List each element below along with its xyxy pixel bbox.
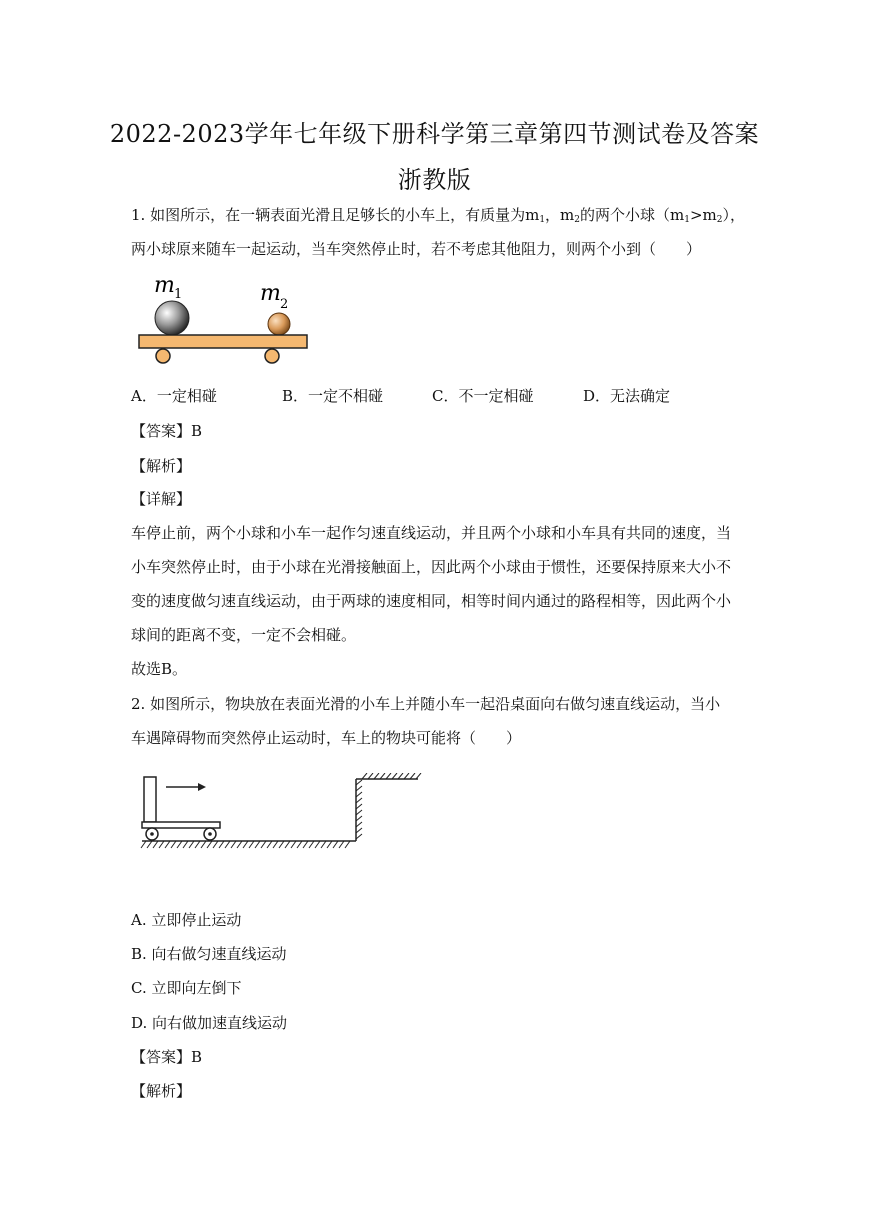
floor-hatch-mark	[315, 841, 320, 848]
q1-stem-d: >m	[689, 206, 717, 224]
floor-hatch-mark	[165, 841, 170, 848]
q2-option-b: B. 向右做匀速直线运动	[131, 945, 287, 963]
q2-analysis: 【解析】	[131, 1082, 192, 1100]
wall-hatch-mark	[356, 816, 362, 821]
floor-hatch-mark	[339, 841, 344, 848]
floor-hatch-mark	[201, 841, 206, 848]
title-line-2: 浙教版	[397, 166, 472, 194]
q1-option-a: A．一定相碰	[131, 387, 217, 405]
floor-hatch-mark	[321, 841, 326, 848]
floor-hatch-mark	[333, 841, 338, 848]
floor-hatch-mark	[285, 841, 290, 848]
velocity-arrow-head	[198, 783, 206, 791]
top-hatch-mark	[404, 773, 409, 779]
top-hatch-mark	[410, 773, 415, 779]
wall-hatch-mark	[356, 804, 362, 809]
wall-hatch-mark	[356, 786, 362, 791]
cart-body	[142, 822, 220, 828]
floor-hatch-mark	[141, 841, 146, 848]
q2-option-d: D. 向右做加速直线运动	[131, 1014, 288, 1032]
q1-sub-3: 1	[684, 215, 690, 225]
floor-hatch-mark	[147, 841, 152, 848]
floor-hatch-mark	[225, 841, 230, 848]
q1-detail-line-3: 变的速度做匀速直线运动，由于两球的速度相同，相等时间内通过的路程相等，因此两个小	[131, 592, 732, 610]
ball-m2	[268, 313, 290, 335]
floor-hatch-mark	[243, 841, 248, 848]
wall-hatch-mark	[356, 822, 362, 827]
q1-figure-m2-label: m	[260, 281, 281, 306]
q1-option-c: C．不一定相碰	[432, 387, 534, 405]
wall-hatch-mark	[356, 780, 362, 785]
wall-hatch-mark	[356, 792, 362, 797]
ball-m1	[155, 301, 189, 335]
floor-hatch-mark	[177, 841, 182, 848]
floor-hatch-mark	[249, 841, 254, 848]
q1-detail-line-1: 车停止前，两个小球和小车一起作匀速直线运动，并且两个小球和小车具有共同的速度，当	[131, 524, 732, 542]
floor-hatch-mark	[183, 841, 188, 848]
q1-detail-line-2: 小车突然停止时，由于小球在光滑接触面上，因此两个小球由于惯性，还要保持原来大小不	[131, 558, 732, 576]
floor-hatch-mark	[189, 841, 194, 848]
q1-conclusion: 故选B。	[131, 660, 188, 678]
floor-hatch-mark	[195, 841, 200, 848]
q1-sub-1: 1	[539, 215, 546, 225]
wall-hatch-mark	[356, 810, 362, 815]
q1-answer: 【答案】B	[131, 422, 203, 440]
cart-wheel-left	[156, 349, 170, 363]
floor-hatch-mark	[231, 841, 236, 848]
floor-hatch-mark	[153, 841, 158, 848]
q1-sub-2: 2	[574, 215, 581, 225]
floor-hatch-mark	[279, 841, 284, 848]
floor-hatch-mark	[219, 841, 224, 848]
q2-figure-cart-obstacle	[136, 773, 426, 858]
q1-stem-line-2: 两小球原来随车一起运动，当车突然停止时，若不考虑其他阻力，则两个小到（ ）	[131, 240, 702, 258]
q1-option-d: D．无法确定	[583, 387, 671, 405]
q2-stem-line-2: 车遇障碍物而突然停止运动时，车上的物块可能将（ ）	[131, 729, 522, 747]
wall-hatch-mark	[356, 828, 362, 833]
q1-sub-4: 2	[716, 215, 723, 225]
top-hatch-mark	[374, 773, 379, 779]
floor-hatch-mark	[309, 841, 314, 848]
q1-option-b: B．一定不相碰	[282, 387, 384, 405]
title-line-1: 2022-2023学年七年级下册科学第三章第四节测试卷及答案	[109, 120, 760, 148]
floor-hatch-mark	[261, 841, 266, 848]
q1-figure-cart	[130, 268, 320, 373]
top-hatch-mark	[398, 773, 403, 779]
q2-stem-line-1: 2. 如图所示，物块放在表面光滑的小车上并随小车一起沿桌面向右做匀速直线运动，当小	[131, 695, 721, 713]
floor-hatch-mark	[267, 841, 272, 848]
q1-stem-c: 的两个小球（m	[580, 206, 685, 224]
q1-detail-line-4: 球间的距离不变，一定不会相碰。	[131, 626, 357, 644]
floor-hatch-mark	[297, 841, 302, 848]
floor-hatch-mark	[213, 841, 218, 848]
top-hatch-mark	[362, 773, 367, 779]
top-hatch-mark	[368, 773, 373, 779]
block	[144, 777, 156, 822]
wall-hatch-mark	[356, 834, 362, 839]
q1-analysis: 【解析】	[131, 457, 192, 475]
floor-hatch-mark	[159, 841, 164, 848]
floor-hatch-mark	[327, 841, 332, 848]
q1-figure-m1-label: m	[154, 273, 175, 298]
q1-stem-line-1	[131, 204, 745, 225]
top-hatch-mark	[392, 773, 397, 779]
q2-answer: 【答案】B	[131, 1048, 203, 1066]
cart-wheel-right	[265, 349, 279, 363]
q1-detail-heading: 【详解】	[131, 490, 192, 508]
q1-stem-a: 1. 如图所示，在一辆表面光滑且足够长的小车上，有质量为m	[131, 206, 540, 224]
floor-hatch-mark	[255, 841, 260, 848]
cart-platform	[139, 335, 307, 348]
floor-hatch-mark	[237, 841, 242, 848]
q2-option-a: A. 立即停止运动	[131, 911, 242, 929]
top-hatch-mark	[416, 773, 421, 779]
q1-figure-m2-sub: 2	[280, 297, 289, 312]
floor-hatch-mark	[291, 841, 296, 848]
top-hatch-mark	[380, 773, 385, 779]
floor-hatch-mark	[303, 841, 308, 848]
floor-hatch-mark	[207, 841, 212, 848]
q1-figure-m1-sub: 1	[174, 287, 183, 302]
floor-hatch-mark	[273, 841, 278, 848]
top-hatch-mark	[386, 773, 391, 779]
q2-option-c: C. 立即向左倒下	[131, 979, 242, 997]
floor-hatch-mark	[171, 841, 176, 848]
floor-hatch-mark	[345, 841, 350, 848]
q1-stem-b: ，m	[545, 206, 575, 224]
wall-hatch-mark	[356, 798, 362, 803]
q1-stem-e: ），	[722, 206, 746, 224]
